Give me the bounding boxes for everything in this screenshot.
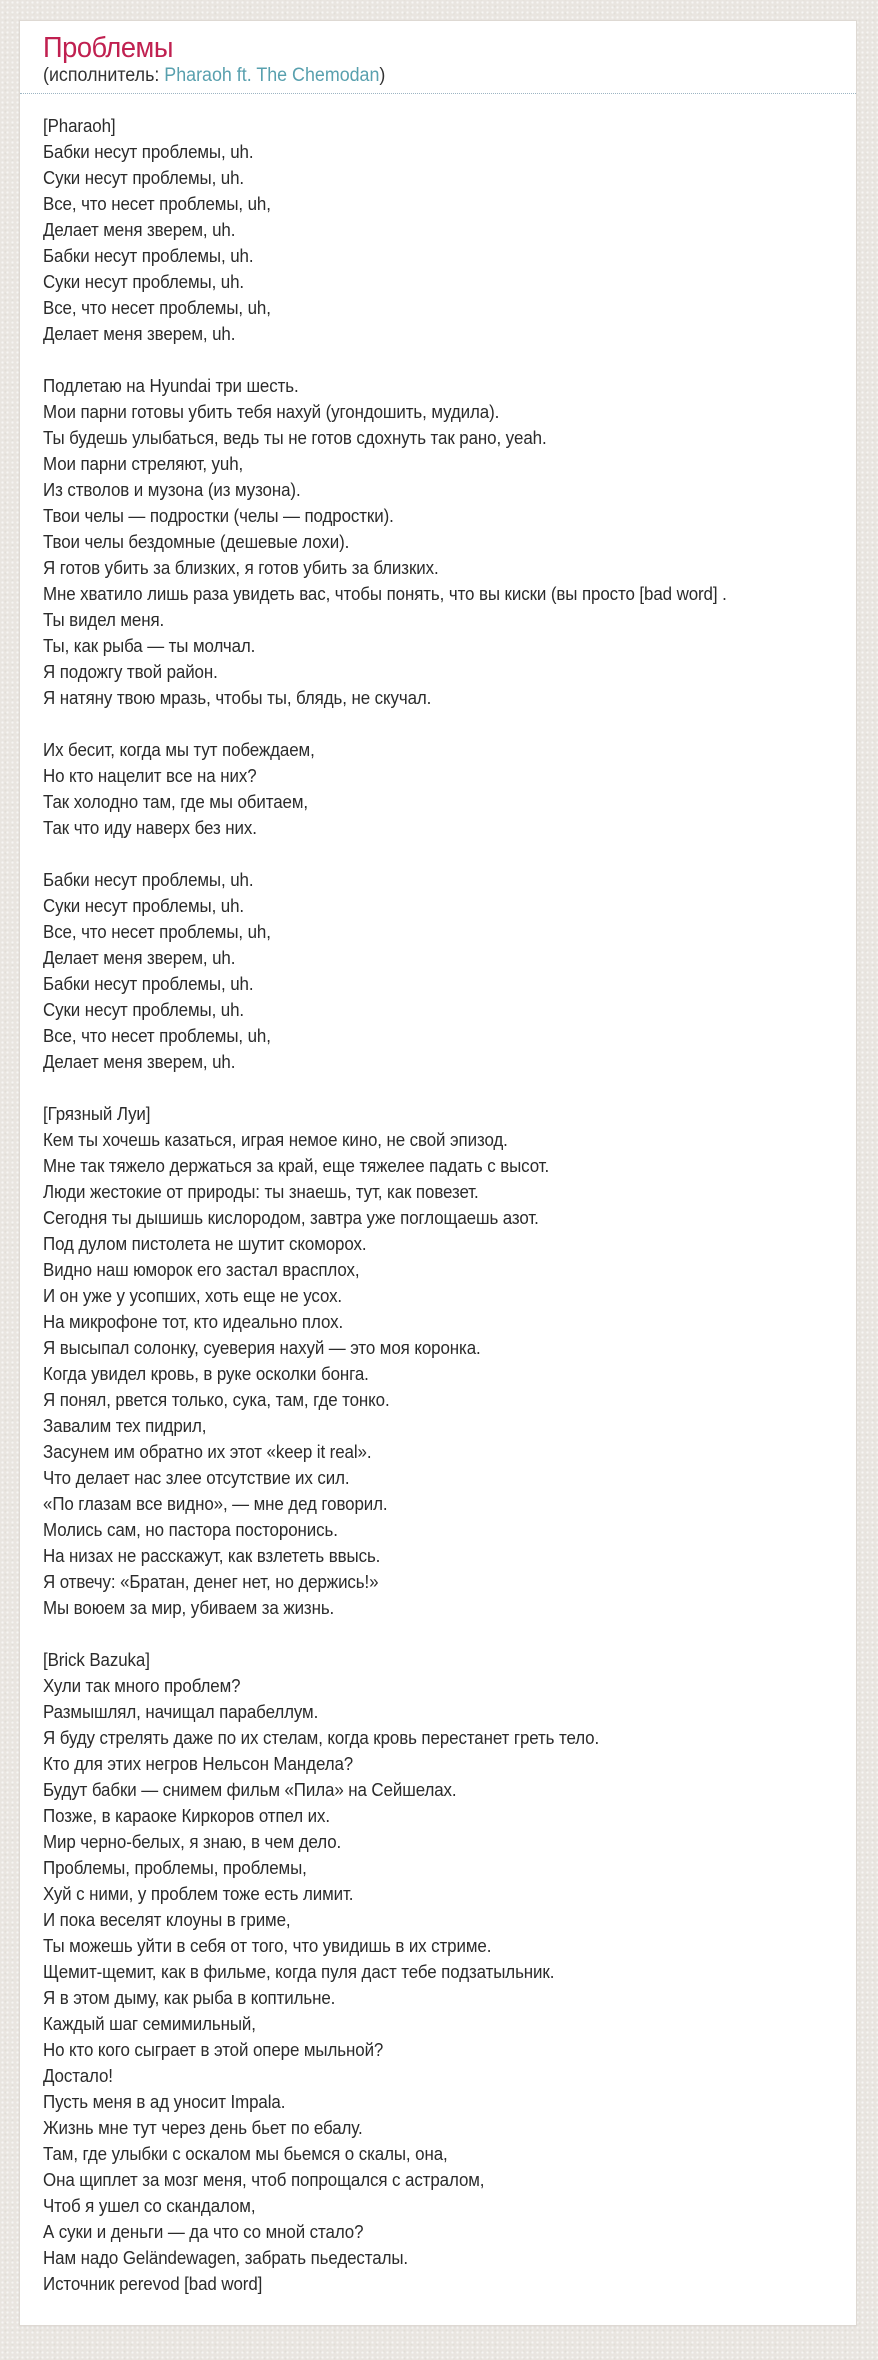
lyrics-line: Я понял, рвется только, сука, там, где тонко. [43, 1390, 390, 1410]
lyrics-line: Ты будешь улыбаться, ведь ты не готов сдохнуть так рано, yeah. [43, 428, 547, 448]
lyrics-line: Бабки несут проблемы, uh. [43, 142, 254, 162]
lyrics-line: Так холодно там, где мы обитаем, [43, 792, 308, 812]
lyrics-line: Люди жестокие от природы: ты знаешь, тут, как повезет. [43, 1182, 479, 1202]
lyrics-line: Мои парни стреляют, yuh, [43, 454, 244, 474]
lyrics-line: И он уже у усопших, хоть еще не усох. [43, 1286, 343, 1306]
lyrics-line: Мои парни готовы убить тебя нахуй (угондошить, мудила). [43, 402, 500, 422]
lyrics-line: И пока веселят клоуны в гриме, [43, 1910, 291, 1930]
lyrics-line: Хули так много проблем? [43, 1676, 241, 1696]
lyrics-line: Нам надо Geländewagen, забрать пьедесталы. [43, 2248, 409, 2268]
artist-link[interactable]: Pharaoh ft. The Chemodan [164, 65, 380, 86]
lyrics-line: Засунем им обратно их этот «keep it real». [43, 1442, 372, 1462]
lyrics-line: Проблемы, проблемы, проблемы, [43, 1858, 307, 1878]
lyrics-line: Она щиплет за мозг меня, чтоб попрощался с астралом, [43, 2170, 485, 2190]
lyrics-line: Видно наш юморок его застал врасплох, [43, 1260, 360, 1280]
lyrics-line: Я отвечу: «Братан, денег нет, но держись!» [43, 1572, 379, 1592]
lyrics-line: Чтоб я ушел со скандалом, [43, 2196, 256, 2216]
lyrics-stanza [43, 1647, 833, 2297]
lyrics-line: Каждый шаг семимильный, [43, 2014, 256, 2034]
lyrics-line: Делает меня зверем, uh. [43, 324, 236, 344]
lyrics-line: Суки несут проблемы, uh. [43, 896, 245, 916]
lyrics-card [19, 20, 857, 2326]
lyrics-line: Суки несут проблемы, uh. [43, 168, 245, 188]
artist-line [43, 65, 786, 87]
lyrics-line: Я натяну твою мразь, чтобы ты, блядь, не скучал. [43, 688, 432, 708]
lyrics-line: Когда увидел кровь, в руке осколки бонга. [43, 1364, 369, 1384]
lyrics-line: Делает меня зверем, uh. [43, 948, 236, 968]
lyrics-line: Ты можешь уйти в себя от того, что увидишь в их стриме. [43, 1936, 492, 1956]
lyrics-line: Их бесит, когда мы тут побеждаем, [43, 740, 315, 760]
lyrics-line: Но кто нацелит все на них? [43, 766, 257, 786]
song-header [20, 21, 856, 94]
song-title: Проблемы [43, 32, 173, 64]
lyrics-line: Ты видел меня. [43, 610, 165, 630]
lyrics-line: Все, что несет проблемы, uh, [43, 1026, 271, 1046]
lyrics-line: Там, где улыбки с оскалом мы бьемся о скалы, она, [43, 2144, 448, 2164]
page-background [0, 20, 878, 2360]
lyrics-stanza [43, 737, 833, 841]
lyrics-stanza [43, 373, 833, 711]
lyrics-line: Я буду стрелять даже по их стелам, когда кровь перестанет греть тело. [43, 1728, 600, 1748]
lyrics-stanza [43, 1101, 833, 1621]
lyrics-line: Размышлял, начищал парабеллум. [43, 1702, 319, 1722]
lyrics-line: Мне хватило лишь раза увидеть вас, чтобы понять, что вы киски (вы просто [bad word] . [43, 584, 727, 604]
lyrics-line: Молись сам, но пастора посторонись. [43, 1520, 338, 1540]
lyrics-line: Жизнь мне тут через день бьет по ебалу. [43, 2118, 363, 2138]
lyrics-line: Бабки несут проблемы, uh. [43, 246, 254, 266]
lyrics-line: Все, что несет проблемы, uh, [43, 922, 271, 942]
lyrics-text [20, 94, 856, 2325]
lyrics-line: Кто для этих негров Нельсон Мандела? [43, 1754, 354, 1774]
lyrics-line: Суки несут проблемы, uh. [43, 1000, 245, 1020]
lyrics-line: Мир черно-белых, я знаю, в чем дело. [43, 1832, 342, 1852]
lyrics-stanza [43, 113, 833, 347]
lyrics-line: Мне так тяжело держаться за край, еще тяжелее падать с высот. [43, 1156, 550, 1176]
lyrics-line: Сегодня ты дышишь кислородом, завтра уже поглощаешь азот. [43, 1208, 539, 1228]
lyrics-line: [Pharaoh] [43, 116, 116, 136]
lyrics-line: Источник perevod [bad word] [43, 2274, 263, 2294]
artist-line-suffix: ) [379, 65, 386, 86]
lyrics-line: Так что иду наверх без них. [43, 818, 257, 838]
lyrics-line: Бабки несут проблемы, uh. [43, 974, 254, 994]
lyrics-line: На низах не расскажут, как взлететь ввысь. [43, 1546, 381, 1566]
lyrics-line: Делает меня зверем, uh. [43, 1052, 236, 1072]
lyrics-line: Я готов убить за близких, я готов убить за близких. [43, 558, 439, 578]
lyrics-line: [Brick Bazuka] [43, 1650, 150, 1670]
lyrics-line: Я подожгу твой район. [43, 662, 218, 682]
lyrics-line: Достало! [43, 2066, 113, 2086]
lyrics-line: Хуй с ними, у проблем тоже есть лимит. [43, 1884, 354, 1904]
lyrics-line: Будут бабки — снимем фильм «Пила» на Сейшелах. [43, 1780, 457, 1800]
lyrics-line: Твои челы бездомные (дешевые лохи). [43, 532, 350, 552]
lyrics-line: Я в этом дыму, как рыба в коптильне. [43, 1988, 336, 2008]
lyrics-line: Что делает нас злее отсутствие их сил. [43, 1468, 350, 1488]
artist-label: (исполнитель: [43, 65, 165, 86]
lyrics-line: Позже, в караоке Киркоров отпел их. [43, 1806, 331, 1826]
lyrics-line: Но кто кого сыграет в этой опере мыльной? [43, 2040, 384, 2060]
lyrics-line: [Грязный Луи] [43, 1104, 151, 1124]
lyrics-line: Щемит-щемит, как в фильме, когда пуля даст тебе подзатыльник. [43, 1962, 555, 1982]
lyrics-line: Бабки несут проблемы, uh. [43, 870, 254, 890]
lyrics-line: Под дулом пистолета не шутит скоморох. [43, 1234, 367, 1254]
lyrics-line: Подлетаю на Hyundai три шесть. [43, 376, 299, 396]
lyrics-line: Завалим тех пидрил, [43, 1416, 207, 1436]
lyrics-line: Я высыпал солонку, суеверия нахуй — это моя коронка. [43, 1338, 481, 1358]
lyrics-stanza [43, 867, 833, 1075]
lyrics-line: Кем ты хочешь казаться, играя немое кино, не свой эпизод. [43, 1130, 508, 1150]
lyrics-line: Ты, как рыба — ты молчал. [43, 636, 256, 656]
lyrics-line: Делает меня зверем, uh. [43, 220, 236, 240]
lyrics-line: На микрофоне тот, кто идеально плох. [43, 1312, 344, 1332]
lyrics-line: Все, что несет проблемы, uh, [43, 194, 271, 214]
lyrics-line: Мы воюем за мир, убиваем за жизнь. [43, 1598, 335, 1618]
lyrics-line: Все, что несет проблемы, uh, [43, 298, 271, 318]
lyrics-line: А суки и деньги — да что со мной стало? [43, 2222, 364, 2242]
lyrics-line: «По глазам все видно», — мне дед говорил. [43, 1494, 388, 1514]
lyrics-line: Из стволов и музона (из музона). [43, 480, 301, 500]
lyrics-line: Пусть меня в ад уносит Impala. [43, 2092, 286, 2112]
lyrics-line: Суки несут проблемы, uh. [43, 272, 245, 292]
lyrics-line: Твои челы — подростки (челы — подростки). [43, 506, 394, 526]
